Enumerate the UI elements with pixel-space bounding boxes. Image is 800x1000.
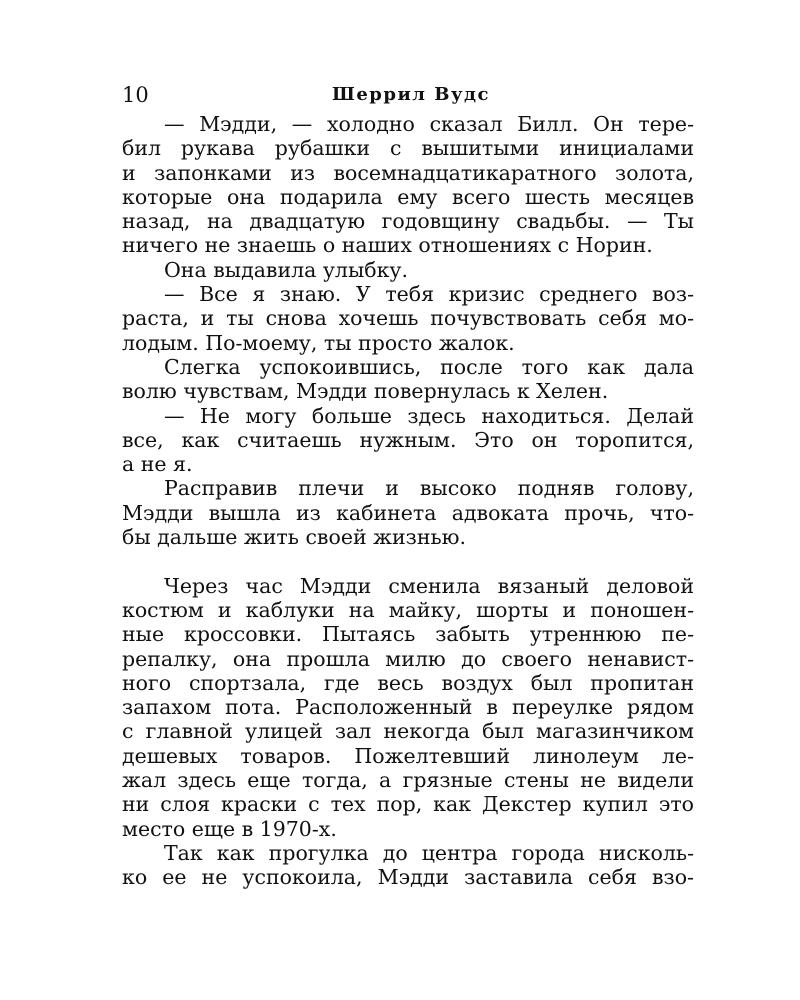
- text-line: которые она подарила ему всего шесть месяцев: [122, 184, 694, 209]
- text-line: ни слоя краски с тех пор, как Декстер купил это: [122, 792, 694, 817]
- section-break: [122, 549, 694, 573]
- text-line: жал здесь еще тогда, а грязные стены не видели: [122, 768, 694, 793]
- text-line: лодым. По-моему, ты просто жалок.: [122, 330, 515, 355]
- text-line: назад, на двадцатую годовщину свадьбы. — Ты: [122, 209, 694, 234]
- running-head: [122, 80, 694, 112]
- text-line: с главной улицей зал некогда был магазинчиком: [122, 719, 694, 744]
- text-line: Так как прогулка до центра города нисколь-: [164, 840, 694, 865]
- text-line: ные кроссовки. Пытаясь забыть утреннюю пе-: [122, 622, 694, 647]
- text-line: запахом пота. Расположенный в переулке рядом: [122, 695, 694, 720]
- text-line: ничего не знаешь о наших отношениях с Норин.: [122, 233, 653, 258]
- text-line: все, как считаешь нужным. Это он торопится,: [122, 427, 694, 452]
- text-line: и запонками из восемнадцатикаратного золота,: [122, 160, 694, 185]
- text-line: бы дальше жить своей жизнью.: [122, 525, 467, 550]
- text-line: — Все я знаю. У тебя кризис среднего воз-: [164, 282, 694, 307]
- page-number: 10: [122, 83, 149, 107]
- running-title: Шеррил Вудс: [332, 84, 490, 105]
- text-line: костюм и каблуки на майку, шорты и поношен-: [122, 597, 694, 622]
- body-text: [122, 112, 694, 890]
- text-line: — Мэдди, — холодно сказал Билл. Он тере-: [164, 112, 694, 136]
- text-line: Расправив плечи и высоко подняв голову,: [164, 476, 694, 501]
- text-line: ко ее не успокоила, Мэдди заставила себя взо-: [122, 865, 694, 890]
- text-line: дешевых товаров. Пожелтевший линолеум ле-: [122, 743, 694, 768]
- text-line: волю чувствам, Мэдди повернулась к Хелен.: [122, 379, 609, 404]
- text-line: а не я.: [122, 452, 193, 477]
- text-line: Через час Мэдди сменила вязаный деловой: [164, 573, 694, 598]
- text-line: Мэдди вышла из кабинета адвоката прочь, что-: [122, 500, 694, 525]
- text-line: ного спортзала, где весь воздух был пропитан: [122, 670, 694, 695]
- book-page: [122, 80, 694, 890]
- text-line: Слегка успокоившись, после того как дала: [164, 354, 694, 379]
- text-line: Она выдавила улыбку.: [164, 257, 409, 282]
- text-line: место еще в 1970-х.: [122, 816, 337, 841]
- text-line: бил рукава рубашки с вышитыми инициалами: [122, 136, 694, 161]
- text-line: раста, и ты снова хочешь почувствовать себя мо-: [122, 306, 694, 331]
- text-line: — Не могу больше здесь находиться. Делай: [164, 403, 694, 428]
- text-line: репалку, она прошла милю до своего ненавист-: [122, 646, 694, 671]
